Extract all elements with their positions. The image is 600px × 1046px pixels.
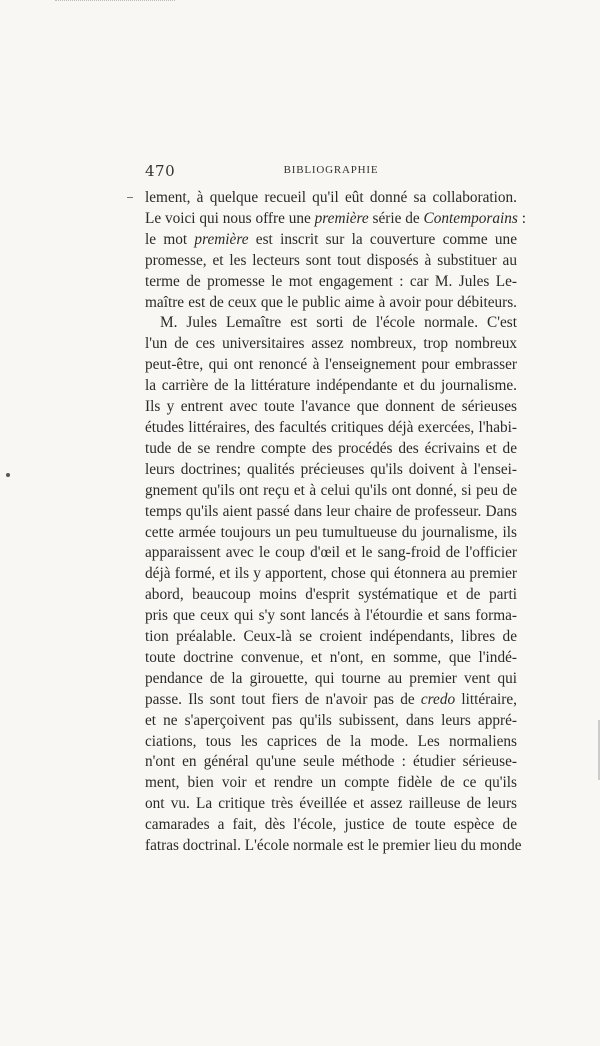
text-line: toute doctrine convenue, et n'ont, en somme, que l'indé- <box>145 648 517 666</box>
text-line: le mot première est inscrit sur la couverture comme une <box>145 230 517 248</box>
text-line: camarades a fait, dès l'école, justice de toute espèce de <box>145 816 517 834</box>
text-line: pendance de la girouette, qui tourne au premier vent qui <box>145 669 517 687</box>
running-head: BIBLIOGRAPHIE <box>283 164 379 176</box>
text-line: ment, bien voir et rendre un compte fidèle de ce qu'ils <box>145 774 517 792</box>
text-line: ont vu. La critique très éveillée et assez railleuse de leurs <box>145 795 517 813</box>
text-line: M. Jules Lemaître est sorti de l'école normale. C'est <box>160 314 517 332</box>
text-line: terme de promesse le mot engagement : car M. Jules Le- <box>145 272 517 290</box>
body-text <box>145 188 526 857</box>
text-line: la carrière de la littérature indépendante et du journalisme. <box>145 377 517 395</box>
text-line: Le voici qui nous offre une première série de Contemporains : <box>145 209 526 227</box>
text-line: maître est de ceux que le public aime à avoir pour débiteurs. <box>145 293 517 311</box>
text-line: tion préalable. Ceux-là se croient indépendants, libres de <box>145 628 517 646</box>
text-line: cette armée toujours un peu tumultueuse du journalisme, ils <box>145 523 517 541</box>
text-line: ciations, tous les caprices de la mode. Les normaliens <box>145 732 517 750</box>
text-line: leurs doctrines; qualités précieuses qu'ils doivent à l'ensei- <box>145 460 517 478</box>
text-line: promesse, et les lecteurs sont tout disposés à substituer au <box>145 251 517 269</box>
text-line: déjà formé, et ils y apportent, chose qui étonnera au premier <box>145 565 517 583</box>
text-line: études littéraires, des facultés critiques déjà exercées, l'habi- <box>145 418 517 436</box>
text-line: l'un de ces universitaires assez nombreux, trop nombreux <box>145 335 517 353</box>
text-line: lement, à quelque recueil qu'il eût donné sa collaboration. <box>145 189 517 206</box>
text-line: gnement qu'ils ont reçu et à celui qu'ils ont donné, si peu de <box>145 481 517 499</box>
text-line: peut-être, qui ont renoncé à l'enseignement pour embrasser <box>145 356 517 374</box>
page-edge-mark <box>55 0 175 3</box>
text-line: n'ont en général qu'une seule méthode : étudier sérieuse- <box>145 753 517 771</box>
text-line: et ne s'aperçoivent pas qu'ils subissent, dans leurs appré- <box>145 711 517 729</box>
text-line: abord, beaucoup moins d'esprit systématique et de parti <box>145 586 517 604</box>
margin-dot <box>6 473 10 477</box>
margin-tick <box>127 197 133 198</box>
page-header <box>145 162 517 182</box>
text-line: temps qu'ils aient passé dans leur chaire de professeur. Dans <box>145 502 517 520</box>
page-number: 470 <box>145 162 176 180</box>
text-line: apparaissent avec le coup d'œil et le sang-froid de l'officier <box>145 544 517 562</box>
text-line: tude de se rendre compte des procédés des écrivains et de <box>145 439 517 457</box>
text-line: Ils y entrent avec toute l'avance que donnent de sérieuses <box>145 398 517 416</box>
text-line: fatras doctrinal. L'école normale est le premier lieu du monde <box>145 837 522 855</box>
text-line: pris que ceux qui s'y sont lancés à l'étourdie et sans forma- <box>145 607 517 625</box>
text-line: passe. Ils sont tout fiers de n'avoir pas de credo littéraire, <box>145 690 517 708</box>
